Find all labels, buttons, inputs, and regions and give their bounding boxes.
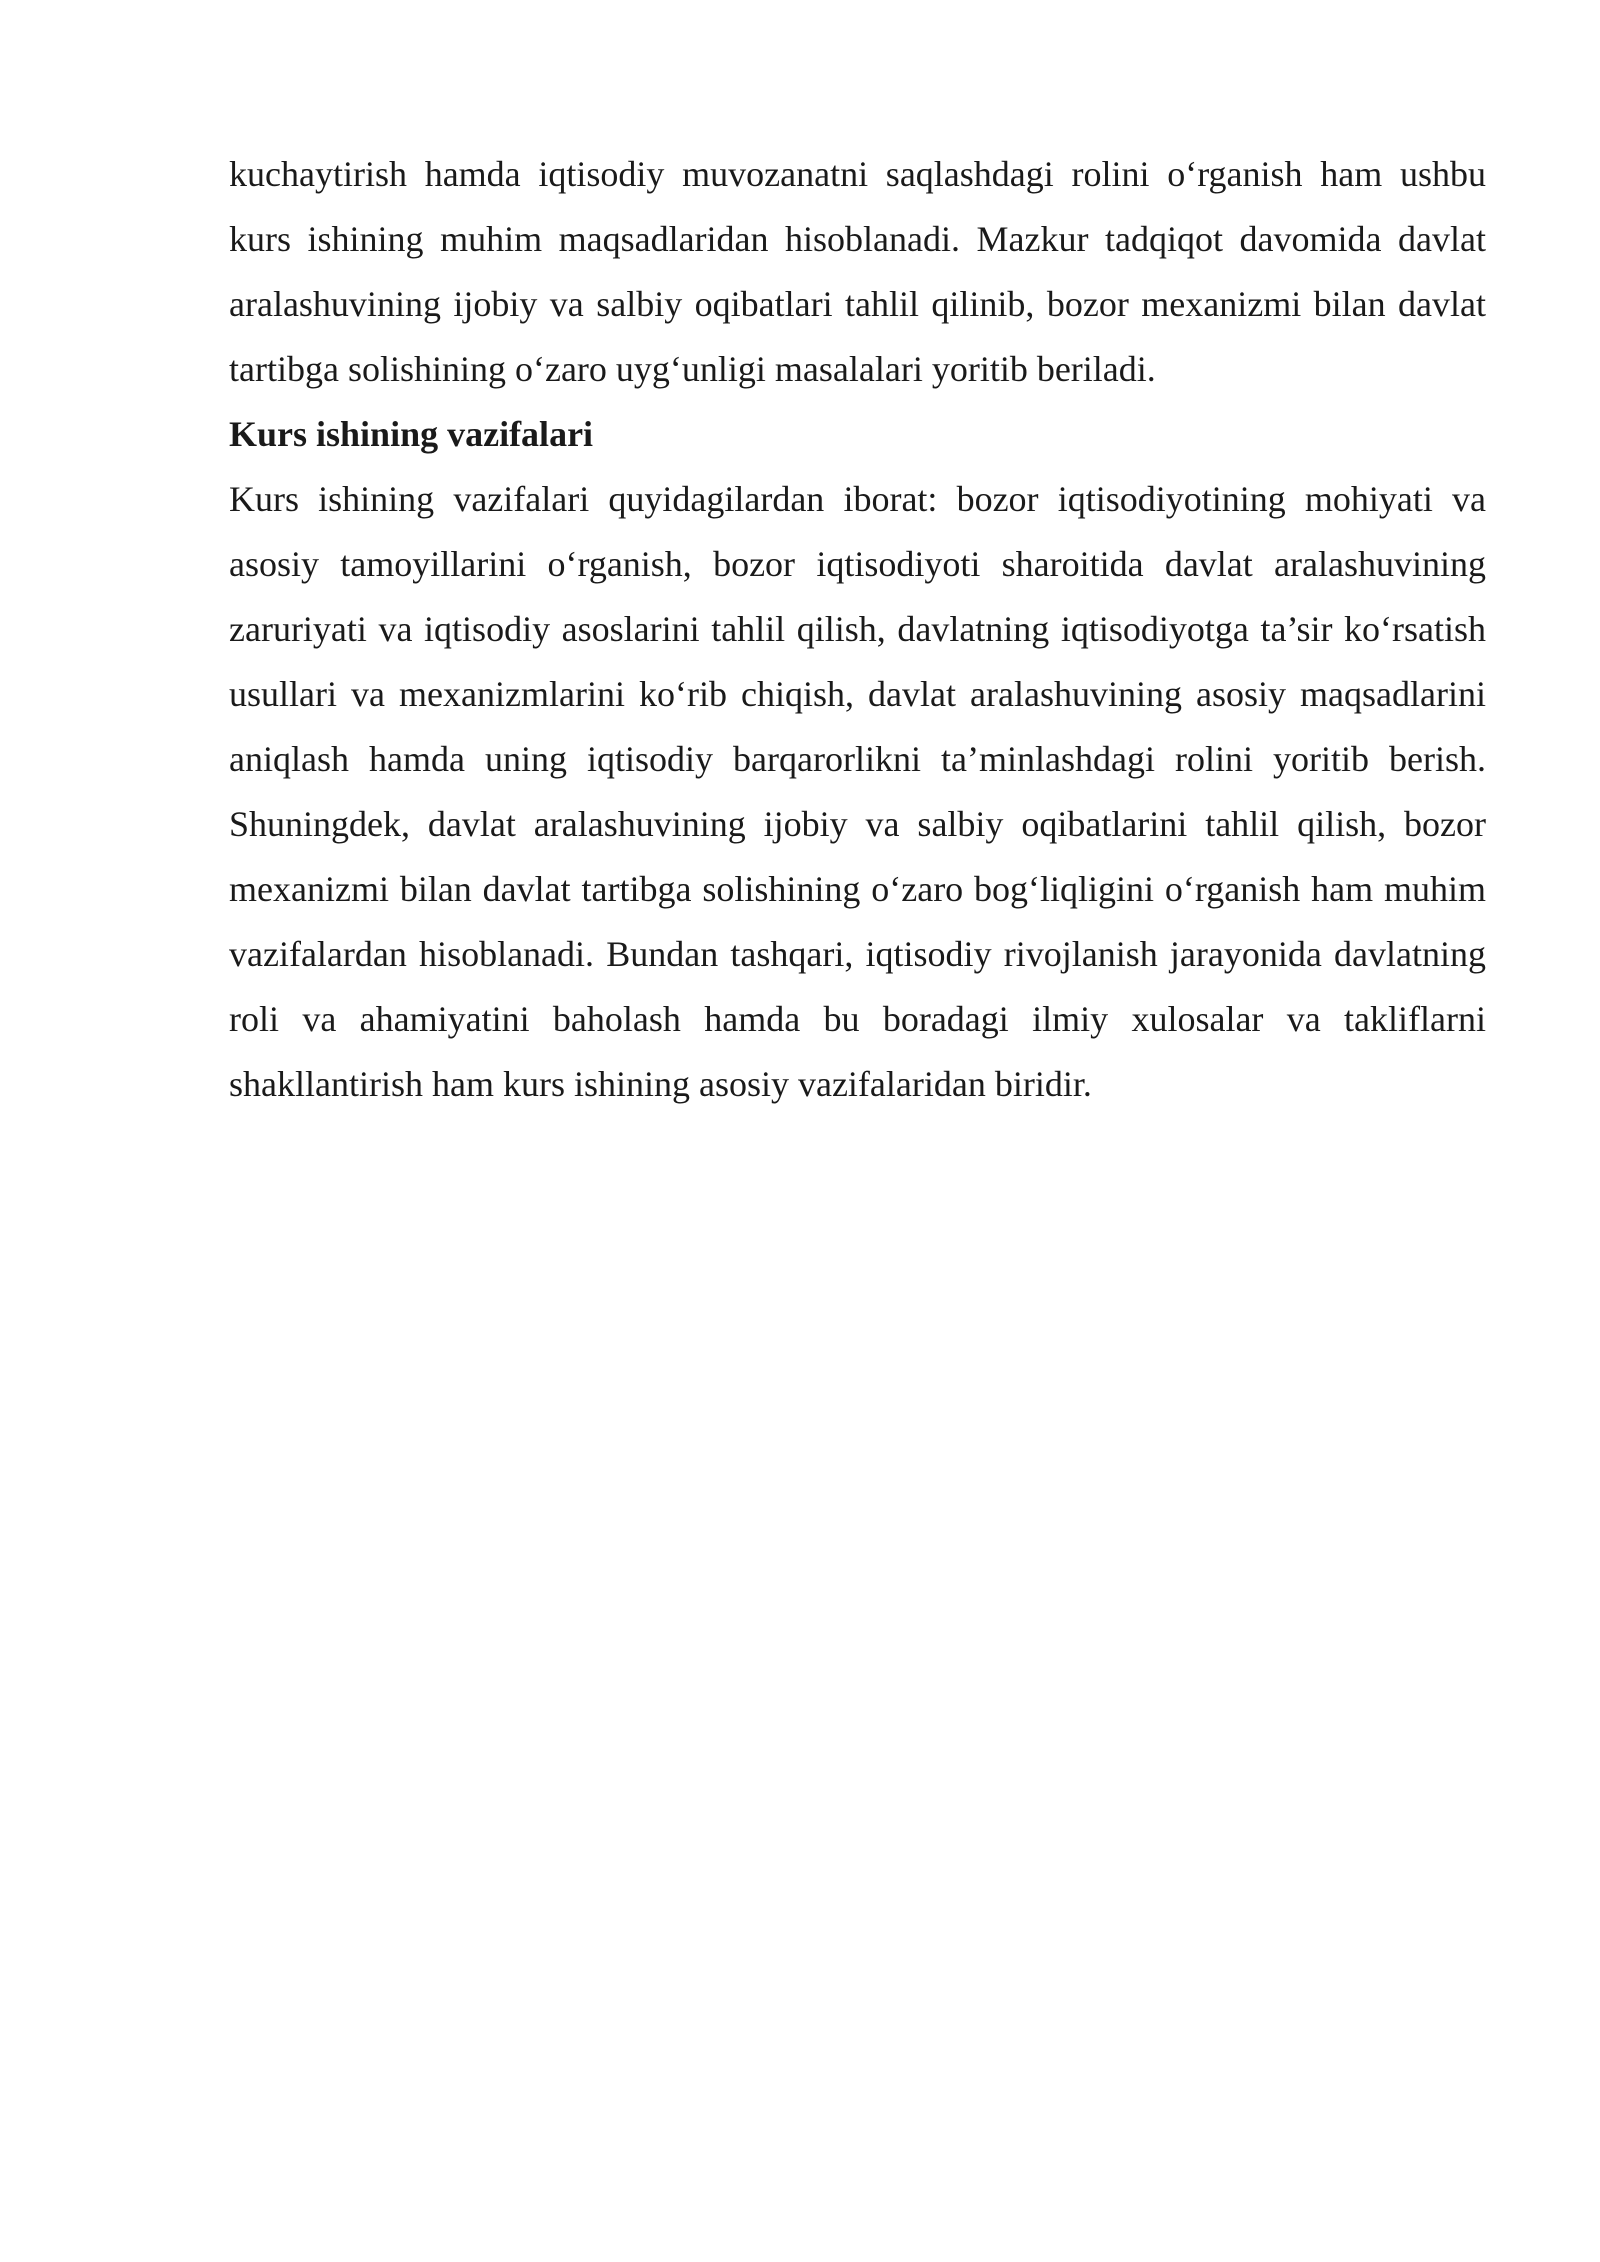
paragraph-intro-continuation: kuchaytirish hamda iqtisodiy muvozanatni saqlashdagi rolini o‘rganish ham ushbu kurs ishining muhim maqsadlaridan hisoblanadi. Mazkur tadqiqot davomida davlat aralashuvining ijobiy va salbiy oqibatlari tahlil qilinib, bozor mexanizmi bilan davlat tartibga solishining o‘zaro uyg‘unligi masalalari yoritib beriladi. [229,154,1486,389]
section-heading: Kurs ishining vazifalari [229,414,594,454]
document-body [229,142,1486,1117]
paragraph-tasks: Kurs ishining vazifalari quyidagilardan iborat: bozor iqtisodiyotining mohiyati va asosiy tamoyillarini o‘rganish, bozor iqtisodiyoti sharoitida davlat aralashuvining zaruriyati va iqtisodiy asoslarini tahlil qilish, davlatning iqtisodiyotga ta’sir ko‘rsatish usullari va mexanizmlarini ko‘rib chiqish, davlat aralashuvining asosiy maqsadlarini aniqlash hamda uning iqtisodiy barqarorlikni ta’minlashdagi rolini yoritib berish. Shuningdek, davlat aralashuvining ijobiy va salbiy oqibatlarini tahlil qilish, bozor mexanizmi bilan davlat tartibga solishining o‘zaro bog‘liqligini o‘rganish ham muhim vazifalardan hisoblanadi. Bundan tashqari, iqtisodiy rivojlanish jarayonida davlatning roli va ahamiyatini baholash hamda bu boradagi ilmiy xulosalar va takliflarni shakllantirish ham kurs ishining asosiy vazifalaridan biridir. [229,479,1486,1104]
